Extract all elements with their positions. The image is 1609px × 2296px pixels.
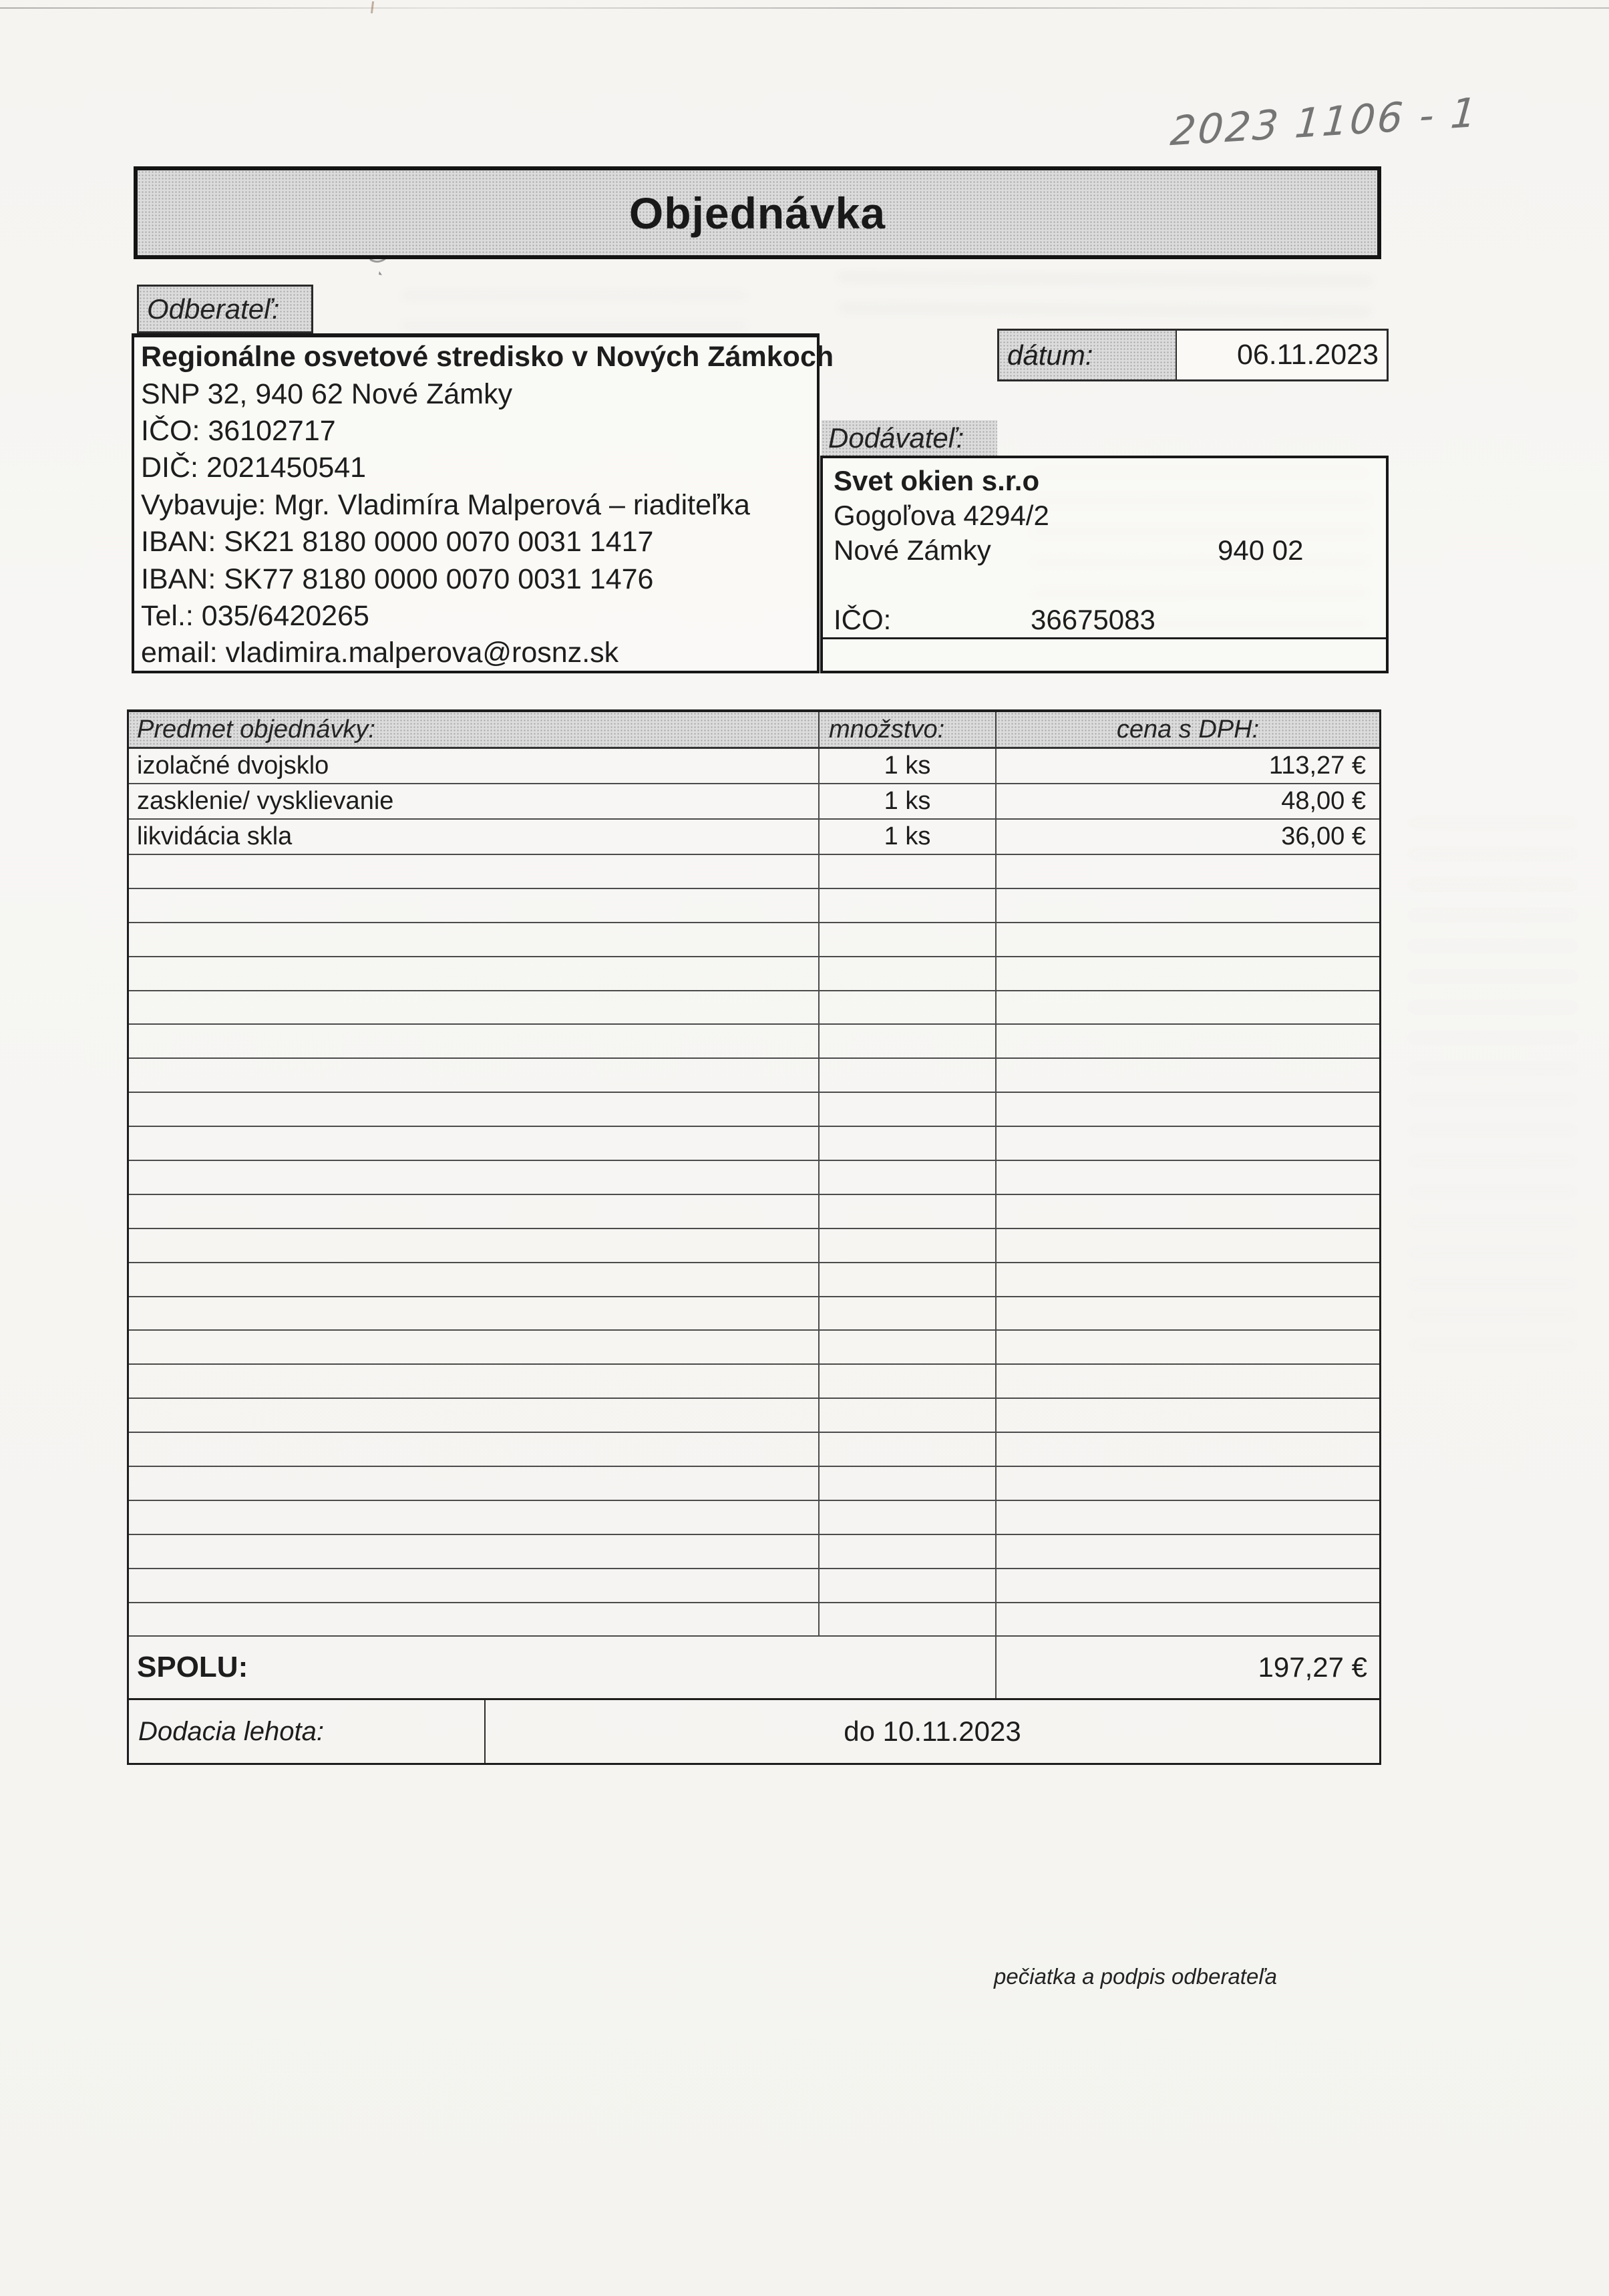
order-empty-row <box>129 1297 1379 1331</box>
column-header-quantity: množstvo: <box>818 712 995 747</box>
supplier-name: Svet okien s.r.o <box>834 465 1040 496</box>
supplier-blank-line <box>834 568 1386 603</box>
item-quantity: 1 ks <box>818 820 995 854</box>
empty-subject-cell <box>129 1161 818 1194</box>
customer-phone: Tel.: 035/6420265 <box>141 599 369 632</box>
empty-quantity-cell <box>818 889 995 922</box>
order-empty-row <box>129 957 1379 991</box>
scan-edge-line <box>0 7 1609 9</box>
empty-price-cell <box>995 1603 1379 1636</box>
empty-quantity-cell <box>818 1195 995 1228</box>
total-value: 197,27 € <box>995 1637 1379 1698</box>
bleed-through-smudge <box>401 291 748 330</box>
order-empty-row <box>129 1331 1379 1365</box>
empty-price-cell <box>995 957 1379 990</box>
empty-quantity-cell <box>818 1025 995 1057</box>
column-header-price: cena s DPH: <box>995 712 1379 747</box>
customer-info-box <box>132 333 834 673</box>
empty-price-cell <box>995 1229 1379 1262</box>
customer-email: email: vladimira.malperova@rosnz.sk <box>141 637 619 669</box>
supplier-ico-value: 36675083 <box>1031 604 1155 635</box>
order-empty-row <box>129 1501 1379 1535</box>
empty-quantity-cell <box>818 1535 995 1568</box>
date-field <box>997 329 1389 381</box>
order-empty-row <box>129 1433 1379 1467</box>
total-label: SPOLU: <box>137 1651 248 1684</box>
document-title: Objednávka <box>629 188 886 238</box>
empty-subject-cell <box>129 855 818 888</box>
order-empty-row <box>129 1399 1379 1433</box>
customer-address: SNP 32, 940 62 Nové Zámky <box>141 377 513 410</box>
empty-subject-cell <box>129 1331 818 1363</box>
order-empty-row <box>129 991 1379 1025</box>
empty-subject-cell <box>129 1365 818 1398</box>
empty-price-cell <box>995 1467 1379 1500</box>
order-total-row <box>129 1637 1379 1698</box>
delivery-label: Dodacia lehota: <box>129 1700 486 1763</box>
order-empty-row <box>129 923 1379 957</box>
order-empty-row <box>129 1467 1379 1501</box>
empty-subject-cell <box>129 1093 818 1126</box>
empty-price-cell <box>995 1297 1379 1330</box>
empty-quantity-cell <box>818 1603 995 1636</box>
column-header-subject: Predmet objednávky: <box>137 715 375 744</box>
empty-subject-cell <box>129 1569 818 1602</box>
empty-quantity-cell <box>818 957 995 990</box>
supplier-section-label: Dodávateľ: <box>822 420 997 456</box>
empty-quantity-cell <box>818 923 995 956</box>
empty-subject-cell <box>129 1433 818 1466</box>
order-empty-row <box>129 1263 1379 1297</box>
empty-subject-cell <box>129 1501 818 1534</box>
handwritten-order-number: 2023 1106 - 1 <box>1168 89 1480 156</box>
supplier-empty-strip <box>823 637 1386 671</box>
empty-quantity-cell <box>818 1501 995 1534</box>
empty-quantity-cell <box>818 1161 995 1194</box>
item-price: 36,00 € <box>995 820 1379 854</box>
empty-quantity-cell <box>818 991 995 1024</box>
delivery-row <box>127 1698 1381 1765</box>
empty-quantity-cell <box>818 1093 995 1126</box>
item-quantity: 1 ks <box>818 749 995 783</box>
empty-price-cell <box>995 1025 1379 1057</box>
empty-price-cell <box>995 991 1379 1024</box>
supplier-city: Nové Zámky <box>834 534 991 566</box>
order-item-row <box>129 749 1379 784</box>
empty-price-cell <box>995 1059 1379 1092</box>
empty-price-cell <box>995 1399 1379 1432</box>
customer-ico: IČO: 36102717 <box>141 414 336 447</box>
supplier-city-line <box>834 533 1386 568</box>
order-empty-row <box>129 1229 1379 1263</box>
order-empty-row <box>129 855 1379 889</box>
customer-name: Regionálne osvetové stredisko v Nových Zámkoch <box>141 341 834 373</box>
stamp-signature-note: pečiatka a podpis odberateľa <box>994 1964 1277 1989</box>
empty-subject-cell <box>129 1195 818 1228</box>
customer-iban-2: IBAN: SK77 8180 0000 0070 0031 1476 <box>141 562 654 595</box>
empty-price-cell <box>995 1161 1379 1194</box>
empty-subject-cell <box>129 923 818 956</box>
order-empty-row <box>129 1093 1379 1127</box>
empty-quantity-cell <box>818 1433 995 1466</box>
empty-quantity-cell <box>818 855 995 888</box>
item-quantity: 1 ks <box>818 784 995 818</box>
empty-quantity-cell <box>818 1399 995 1432</box>
empty-price-cell <box>995 889 1379 922</box>
empty-subject-cell <box>129 1127 818 1160</box>
item-price: 48,00 € <box>995 784 1379 818</box>
empty-price-cell <box>995 1195 1379 1228</box>
customer-section-label: Odberateľ: <box>137 285 313 333</box>
empty-price-cell <box>995 1535 1379 1568</box>
empty-quantity-cell <box>818 1127 995 1160</box>
empty-quantity-cell <box>818 1059 995 1092</box>
empty-quantity-cell <box>818 1467 995 1500</box>
supplier-ico-label: IČO: <box>834 604 892 635</box>
order-empty-row <box>129 1161 1379 1195</box>
order-table-header <box>129 712 1379 749</box>
bleed-through-smudge <box>1409 802 1576 1349</box>
document-title-bar <box>134 166 1381 259</box>
order-empty-row <box>129 1535 1379 1569</box>
empty-price-cell <box>995 1331 1379 1363</box>
empty-price-cell <box>995 1501 1379 1534</box>
empty-subject-cell <box>129 889 818 922</box>
date-label: dátum: <box>999 331 1177 379</box>
order-empty-row <box>129 1569 1379 1603</box>
empty-subject-cell <box>129 1229 818 1262</box>
item-price: 113,27 € <box>995 749 1379 783</box>
empty-subject-cell <box>129 1297 818 1330</box>
empty-subject-cell <box>129 957 818 990</box>
order-item-row <box>129 820 1379 855</box>
empty-price-cell <box>995 923 1379 956</box>
empty-quantity-cell <box>818 1569 995 1602</box>
order-table-body <box>129 749 1379 1637</box>
supplier-info-box <box>820 456 1389 673</box>
empty-subject-cell <box>129 1467 818 1500</box>
date-value: 06.11.2023 <box>1236 339 1379 371</box>
supplier-details <box>823 458 1386 637</box>
empty-subject-cell <box>129 1535 818 1568</box>
empty-subject-cell <box>129 1399 818 1432</box>
order-empty-row <box>129 1059 1379 1093</box>
empty-subject-cell <box>129 1059 818 1092</box>
empty-quantity-cell <box>818 1229 995 1262</box>
order-empty-row <box>129 1195 1379 1229</box>
empty-price-cell <box>995 1365 1379 1398</box>
empty-subject-cell <box>129 991 818 1024</box>
supplier-street: Gogoľova 4294/2 <box>834 500 1049 531</box>
empty-price-cell <box>995 1263 1379 1296</box>
order-empty-row <box>129 1603 1379 1637</box>
empty-price-cell <box>995 855 1379 888</box>
order-empty-row <box>129 1127 1379 1161</box>
order-table <box>127 709 1381 1700</box>
order-item-row <box>129 784 1379 820</box>
empty-price-cell <box>995 1569 1379 1602</box>
empty-quantity-cell <box>818 1331 995 1363</box>
empty-price-cell <box>995 1433 1379 1466</box>
order-empty-row <box>129 1025 1379 1059</box>
supplier-ico-line <box>834 603 1386 637</box>
empty-quantity-cell <box>818 1365 995 1398</box>
empty-subject-cell <box>129 1263 818 1296</box>
empty-price-cell <box>995 1127 1379 1160</box>
empty-quantity-cell <box>818 1263 995 1296</box>
empty-price-cell <box>995 1093 1379 1126</box>
empty-quantity-cell <box>818 1297 995 1330</box>
empty-subject-cell <box>129 1025 818 1057</box>
supplier-zip: 940 02 <box>1218 534 1304 566</box>
item-subject: izolačné dvojsklo <box>137 752 329 780</box>
item-subject: zasklenie/ vysklievanie <box>137 787 394 815</box>
customer-contact-person: Vybavuje: Mgr. Vladimíra Malperová – riaditeľka <box>141 488 750 521</box>
customer-dic: DIČ: 2021450541 <box>141 452 367 484</box>
empty-subject-cell <box>129 1603 818 1636</box>
order-empty-row <box>129 889 1379 923</box>
item-subject: likvidácia skla <box>137 822 293 850</box>
delivery-value: do 10.11.2023 <box>844 1715 1021 1747</box>
customer-iban-1: IBAN: SK21 8180 0000 0070 0031 1417 <box>141 526 654 558</box>
order-empty-row <box>129 1365 1379 1399</box>
